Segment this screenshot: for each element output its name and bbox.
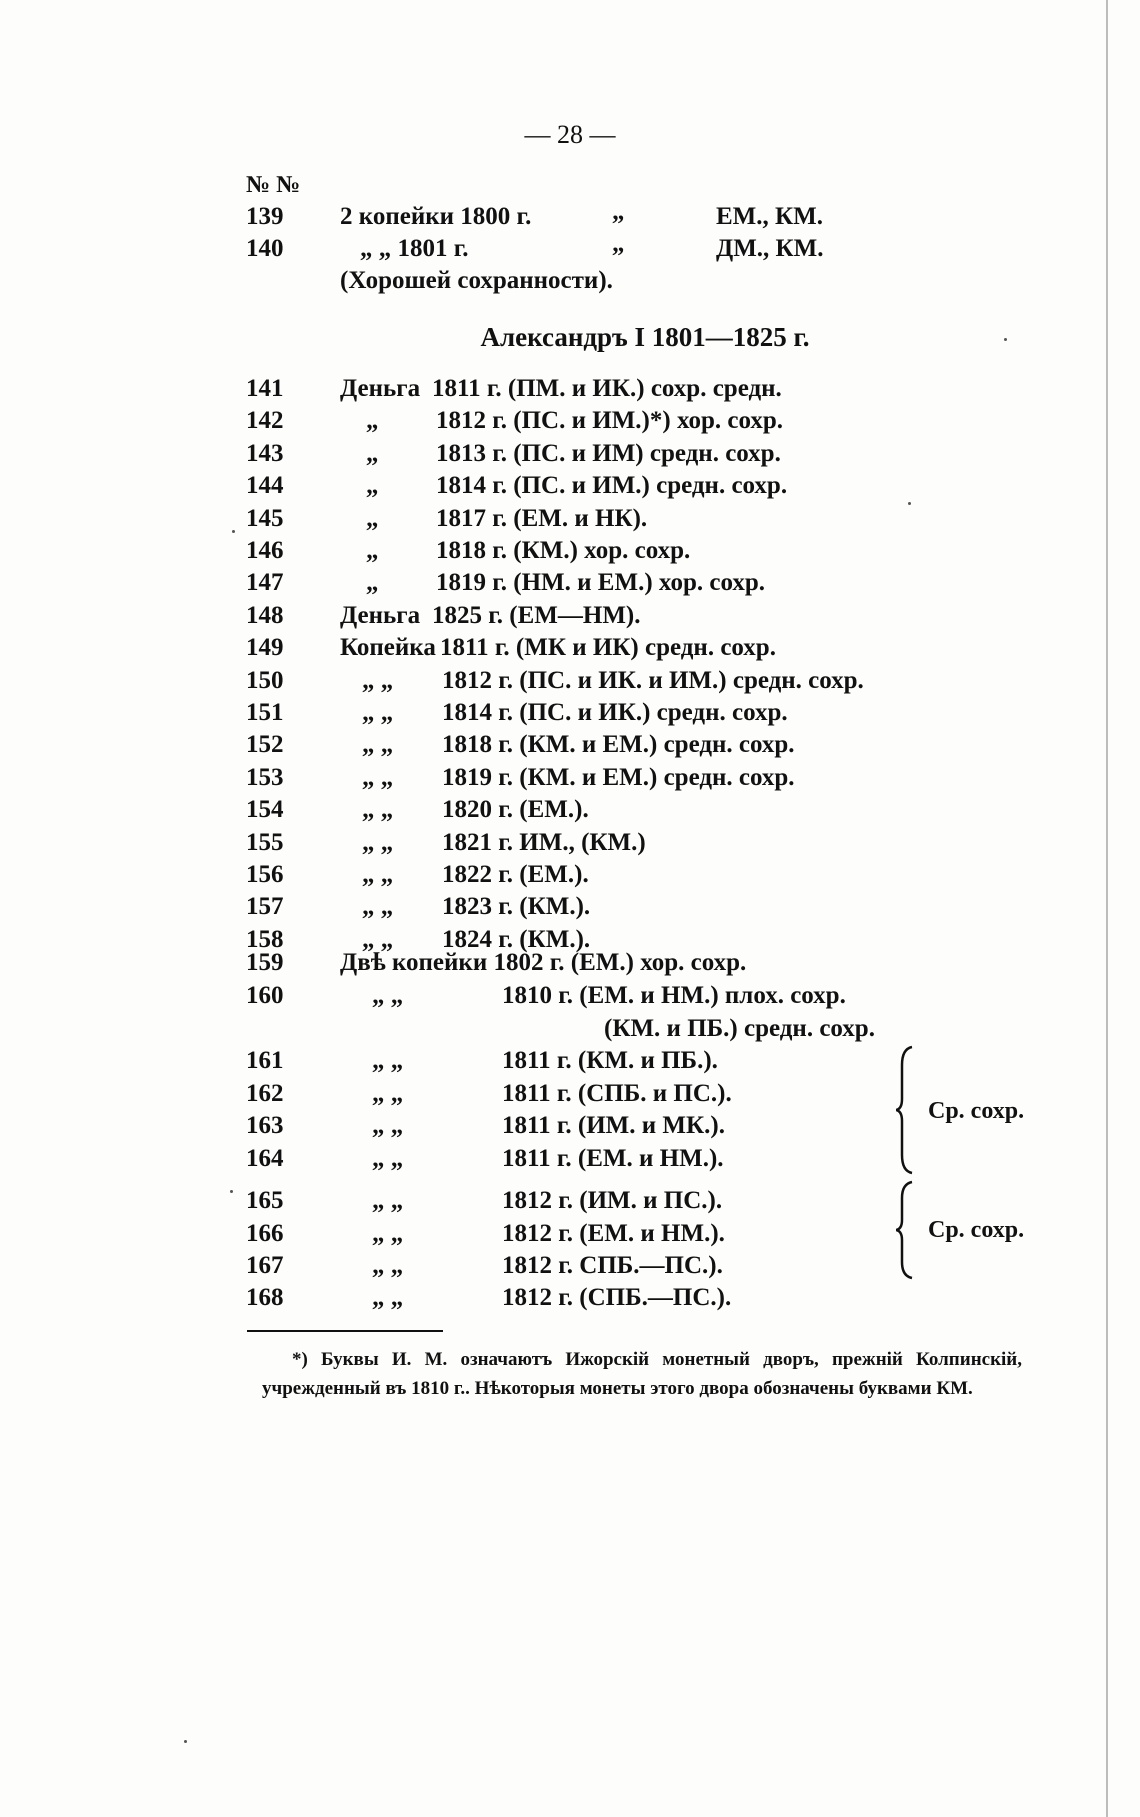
entry-number: 157 (246, 893, 284, 921)
ditto-mark: „ „ (372, 982, 404, 1009)
entry-name: „ (366, 472, 379, 500)
entry-number: 142 (246, 407, 284, 435)
entry-name: „ (366, 407, 379, 435)
entry-number: 146 (246, 537, 284, 564)
grouping-brace (896, 1180, 916, 1280)
entry-number: 150 (246, 666, 284, 694)
entry-mint: ЕМ., КМ. (716, 203, 823, 230)
entry-name: „ „ (362, 796, 394, 824)
entry-text: 1812 г. (ИМ. и ПС.). (502, 1187, 723, 1214)
footnote-rule (247, 1330, 443, 1332)
ditto-mark: „ „ (372, 1284, 404, 1311)
entry-number: 163 (246, 1112, 284, 1139)
entry-description: 2 копейки 1800 г. (340, 203, 532, 230)
entry-text: 1811 г. (КМ. и ПБ.). (502, 1047, 718, 1074)
entry-name: „ „ (372, 1047, 404, 1074)
entry-text: 1812 г. (ПС. и ИК. и ИМ.) средн. сохр. (442, 666, 864, 694)
entry-text: 1818 г. (КМ. и ЕМ.) средн. сохр. (442, 731, 795, 759)
entry-mint: ДМ., КМ. (716, 235, 824, 262)
entry-name: „ „ (362, 731, 394, 759)
footnote: *) Буквы И. М. означаютъ Ижорскій монетный дворъ, прежній Колпинскій, учрежденный въ 1810 г.. Нѣкоторыя монеты этого двора обозначены буквами КМ. (262, 1349, 1022, 1399)
entry-number: 162 (246, 1079, 284, 1107)
entry-name: Деньга (340, 375, 421, 402)
entry-text: 1817 г. (ЕМ. и НК). (436, 504, 648, 532)
entry-text: 1819 г. (КМ. и ЕМ.) средн. сохр. (442, 763, 795, 791)
entry-name: „ „ (372, 1219, 404, 1247)
group-condition-label: Ср. сохр. (928, 1217, 1025, 1243)
entry-number: 152 (246, 731, 284, 759)
entry-name: „ „ (362, 763, 394, 791)
scan-speck (908, 502, 911, 505)
entry-text: 1811 г. (СПБ. и ПС.). (502, 1079, 732, 1107)
ditto-mark: „ (612, 230, 625, 257)
entry-name: „ (366, 504, 379, 532)
entry-number: 151 (246, 699, 284, 726)
scan-speck (232, 530, 235, 533)
entry-text: 1812 г. СПБ.—ПС.). (502, 1252, 723, 1279)
entry-name: „ „ (362, 861, 394, 888)
entry-text: 1823 г. (КМ.). (442, 893, 591, 921)
entry-text: 1811 г. (ЕМ. и НМ.). (502, 1144, 724, 1172)
entry-number: 160 (246, 982, 284, 1009)
entry-name: „ „ (372, 1079, 404, 1107)
entry-text: 1822 г. (ЕМ.). (442, 861, 589, 888)
entry-number: 154 (246, 796, 284, 824)
entry-number: 167 (246, 1252, 284, 1279)
entry-number: 168 (246, 1284, 284, 1311)
entry-number: 164 (246, 1144, 284, 1172)
entry-text: 1814 г. (ПС. и ИК.) средн. сохр. (442, 699, 788, 726)
entry-number: 145 (246, 504, 284, 532)
scan-speck (230, 1190, 233, 1193)
entry-name: „ (366, 439, 379, 467)
entry-text: 1812 г. (ПС. и ИМ.)*) хор. сохр. (436, 407, 784, 435)
entry-number: 140 (246, 235, 284, 262)
entry-number: 148 (246, 601, 284, 629)
entry-number: 144 (246, 472, 284, 500)
entry-text: Двѣ копейки 1802 г. (ЕМ.) хор. сохр. (340, 949, 747, 976)
entry-text-continued: (КМ. и ПБ.) средн. сохр. (604, 1015, 875, 1042)
entry-text: 1818 г. (КМ.) хор. сохр. (436, 537, 691, 564)
entry-number: 156 (246, 861, 284, 888)
entry-name: „ „ (372, 1112, 404, 1139)
entry-name: „ „ (362, 893, 394, 921)
grouping-brace (896, 1045, 916, 1175)
page-number: — 28 — (524, 120, 616, 149)
entry-description: „ „ 1801 г. (360, 235, 469, 262)
entry-text: 1811 г. (ПМ. и ИК.) сохр. средн. (432, 375, 782, 402)
entry-text: 1820 г. (ЕМ.). (442, 796, 589, 824)
entry-text: 1824 г. (КМ.). (442, 925, 591, 953)
entry-text: 1811 г. (МК и ИК) средн. сохр. (440, 634, 776, 662)
entry-text: 1821 г. ИМ., (КМ.) (442, 828, 646, 856)
section-title: Александръ I 1801—1825 г. (480, 322, 810, 352)
entry-name: Деньга (340, 601, 421, 629)
entry-number: 159 (246, 949, 284, 976)
entry-text: 1825 г. (ЕМ—НМ). (432, 601, 641, 629)
numbers-column-header: № № (246, 172, 301, 198)
entry-name: „ „ (362, 828, 394, 856)
entry-text: 1811 г. (ИМ. и МК.). (502, 1112, 725, 1139)
entry-name: „ (366, 569, 379, 597)
entry-name: „ „ (372, 1187, 404, 1214)
entry-number: 165 (246, 1187, 284, 1214)
entry-name: „ „ (362, 666, 394, 694)
entry-name: „ (366, 537, 379, 564)
condition-note: (Хорошей сохранности). (340, 267, 613, 294)
entry-number: 155 (246, 828, 284, 856)
entry-name: „ „ (372, 1144, 404, 1172)
entry-text: 1813 г. (ПС. и ИМ) средн. сохр. (436, 439, 781, 467)
scan-speck (184, 1740, 187, 1743)
entry-number: 149 (246, 634, 284, 662)
entry-number: 141 (246, 375, 284, 402)
entry-number: 161 (246, 1047, 284, 1074)
entry-number: 147 (246, 569, 284, 597)
entry-number: 143 (246, 439, 284, 467)
scan-edge-line (1106, 0, 1108, 1817)
entry-text: 1814 г. (ПС. и ИМ.) средн. сохр. (436, 472, 788, 500)
entry-number: 139 (246, 203, 284, 230)
entry-text: 1812 г. (ЕМ. и НМ.). (502, 1219, 725, 1247)
entry-number: 153 (246, 763, 284, 791)
entry-name: „ „ (372, 1252, 404, 1279)
entry-number: 166 (246, 1219, 284, 1247)
group-condition-label: Ср. сохр. (928, 1098, 1025, 1124)
entry-text: 1812 г. (СПБ.—ПС.). (502, 1284, 732, 1311)
entry-number: 158 (246, 925, 284, 953)
entry-text: 1810 г. (ЕМ. и НМ.) плох. сохр. (502, 982, 846, 1009)
entry-text: 1819 г. (НМ. и ЕМ.) хор. сохр. (436, 569, 765, 597)
entry-name: Копейка (340, 634, 436, 662)
entry-name: „ „ (362, 699, 394, 726)
ditto-mark: „ (612, 198, 625, 225)
entry-name: „ „ (362, 925, 394, 953)
